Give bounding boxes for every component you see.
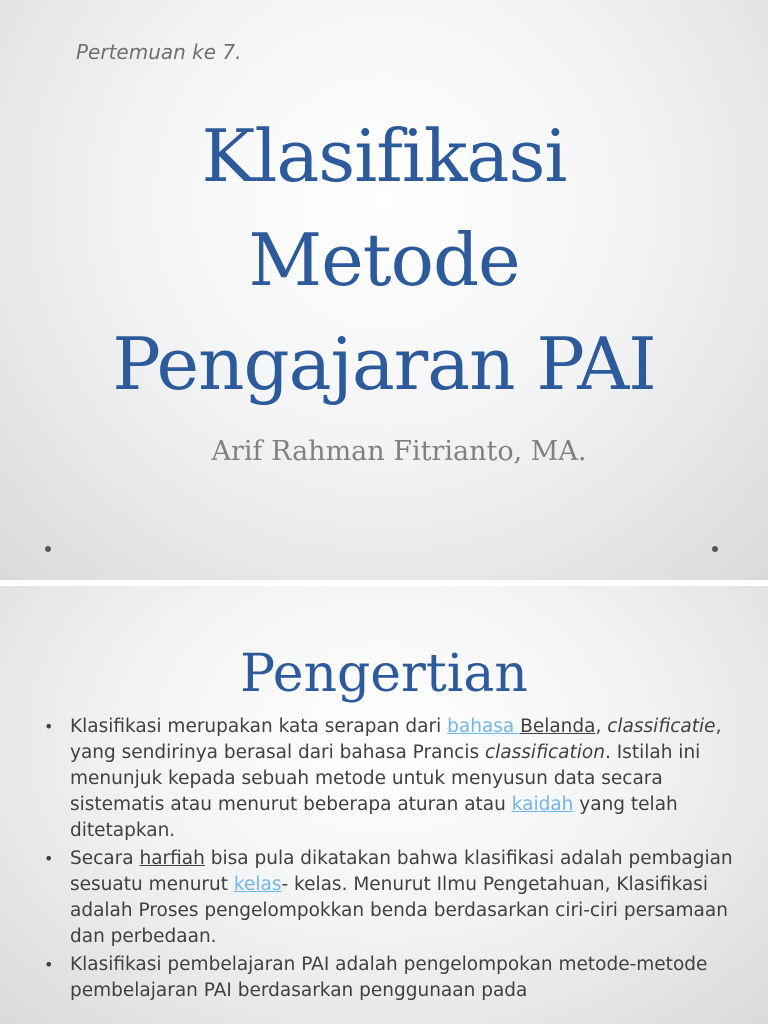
definition-slide [0,586,768,1024]
bullet-text: Klasifikasi pembelajaran PAI adalah pengelompokan metode-metode pembelajaran PAI berdasarkan penggunaan pada [70,954,708,1001]
term-classification: classification [485,742,605,763]
author-name: Arif Rahman Fitrianto, MA. [211,436,587,467]
bullet-text: - kelas. Menurut Ilmu Pengetahuan, Klasifikasi adalah Proses pengelompokkan benda berdasarkan ciri-ciri persamaan dan perbedaan. [70,874,728,947]
meeting-label: Pertemuan ke 7. [76,40,242,64]
bullet-text: yang telah ditetapkan. [70,794,678,841]
term-classificatie: classificatie [607,716,716,737]
link-harfiah[interactable]: harfiah [139,848,205,869]
title-line-3: Pengajaran PAI [112,322,656,406]
bullet-text: Klasifikasi merupakan kata serapan dari [70,716,448,737]
title-line-1: Klasifikasi [201,114,567,198]
slide-title [0,104,768,416]
link-bahasa[interactable]: bahasa [447,716,521,737]
bullet-list [70,714,735,1006]
link-belanda[interactable]: Belanda [520,716,596,737]
bullet-item-3 [70,952,735,1004]
link-kaidah[interactable]: kaidah [511,794,574,815]
bullet-text: bisa pula dikatakan bahwa klasifikasi adalah pembagian sesuatu menurut [70,848,733,895]
bullet-text: , [595,716,608,737]
bullet-item-1 [70,714,735,844]
bullet-text: Secara [70,848,140,869]
section-heading: Pengertian [240,644,528,704]
title-line-2: Metode [248,218,520,302]
bullet-text: , yang sendirinya berasal dari bahasa Prancis [70,716,722,763]
bullet-dot-right [712,546,718,552]
bullet-dot-left [45,546,51,552]
bullet-item-2 [70,846,735,950]
link-kelas[interactable]: kelas [233,874,282,895]
bullet-text: . Istilah ini menunjuk kepada sebuah metode untuk menyusun data secara sistematis atau menurut beberapa aturan atau [70,742,701,815]
